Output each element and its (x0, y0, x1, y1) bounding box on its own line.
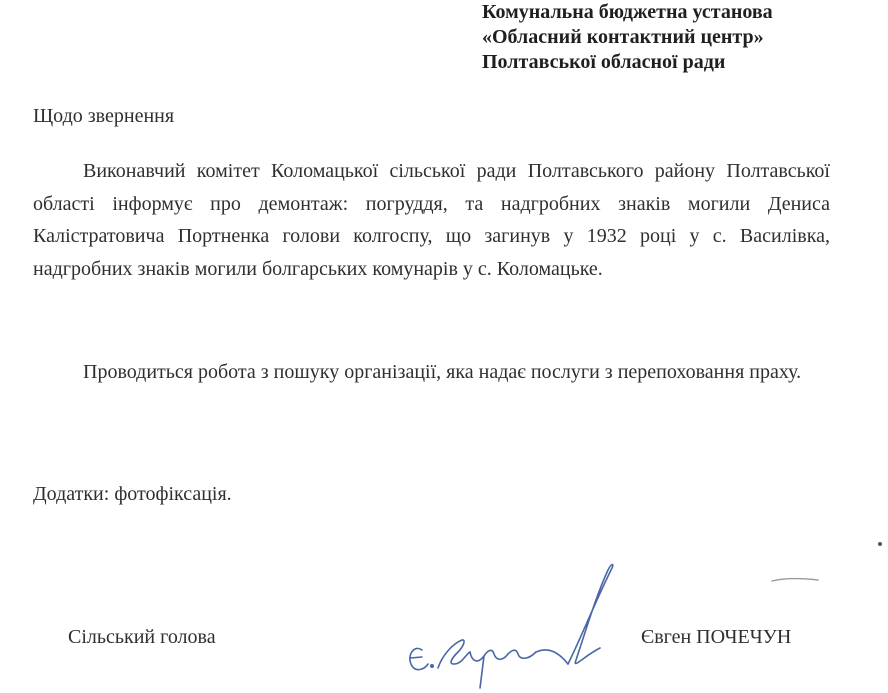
scan-artifact-mark (770, 575, 820, 585)
addressee-block (482, 0, 872, 75)
signatory-name: Євген ПОЧЕЧУН (641, 626, 792, 648)
body-paragraph-2: Проводиться робота з пошуку організації, яка надає послуги з перепоховання праху. (83, 361, 802, 383)
scan-artifact-dot (872, 536, 888, 552)
addressee-line-2: «Обласний контактний центр» (482, 26, 764, 48)
addressee-line-3: Полтавської обласної ради (482, 51, 726, 73)
addressee-line-1: Комунальна бюджетна установа (482, 1, 773, 23)
attachments-line: Додатки: фотофіксація. (33, 483, 232, 505)
body-paragraph-1: Виконавчий комітет Коломацької сільської ради Полтавського району Полтавської області інформує про демонтаж: погруддя, та надгробних знаків могили Дениса Калістратовича Портненка голови колгоспу, що загинув у 1932 році у с. Василівка, надгробних знаків могили болгарських комунарів у с. Коломацьке. (33, 160, 830, 280)
signatory-title: Сільський голова (68, 626, 216, 648)
handwritten-signature (400, 560, 640, 693)
subject-line: Щодо звернення (33, 105, 175, 127)
